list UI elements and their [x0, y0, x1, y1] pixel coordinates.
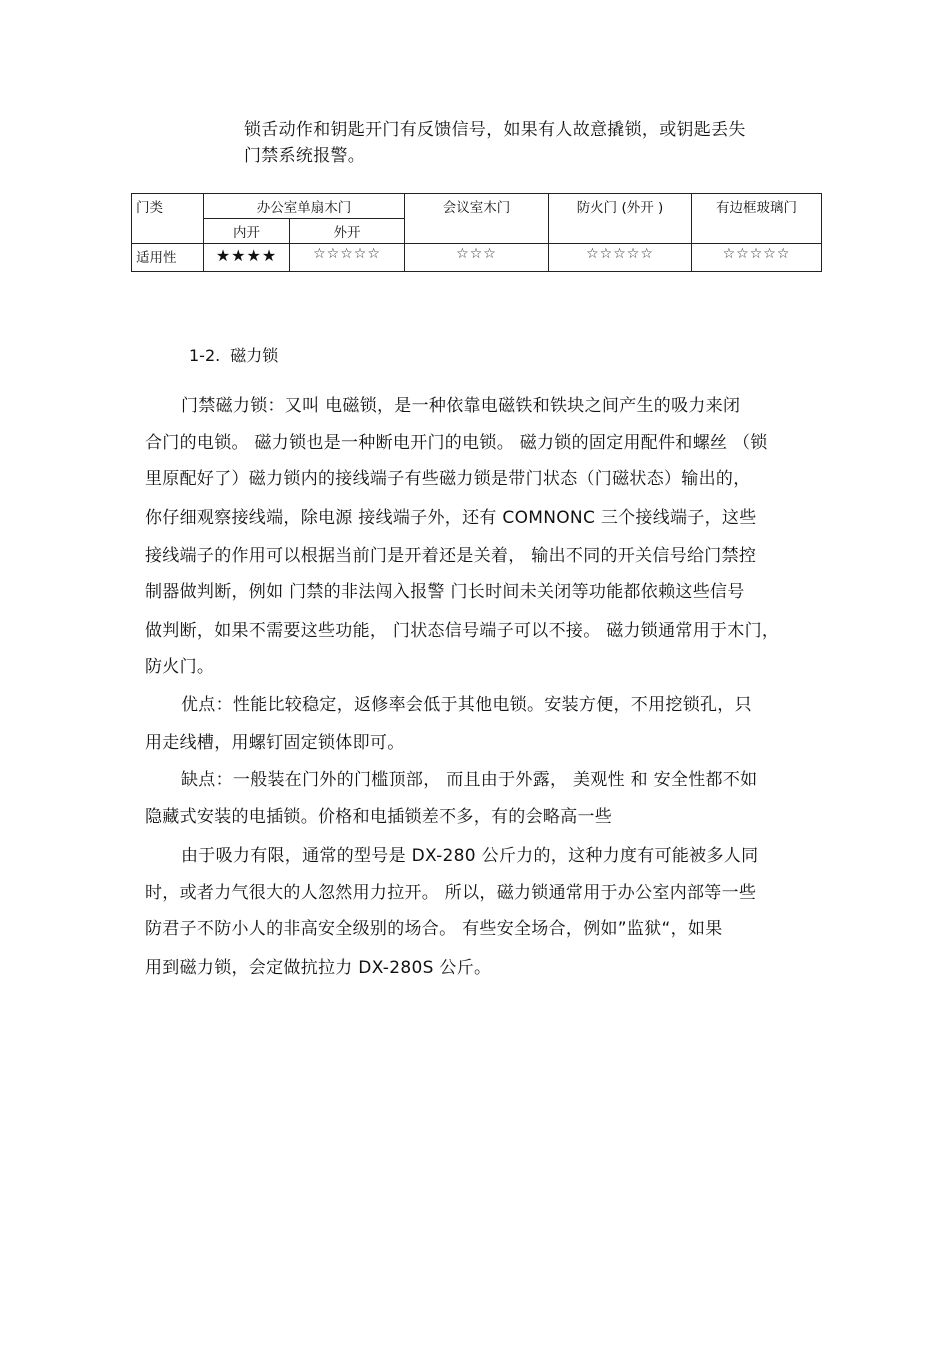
header-meeting-room-door: 会议室木门: [405, 194, 549, 244]
body-line: 由于吸力有限，通常的型号是 DX-280 公斤力的，这种力度有可能被多人同: [181, 846, 759, 866]
rating-outward: ☆☆☆☆☆: [290, 244, 405, 272]
section-heading: [189, 345, 278, 367]
header-fire-door: 防火门 (外开 ): [549, 194, 692, 244]
body-line: 防火门。: [145, 657, 215, 677]
body-line: 制器做判断，例如 门禁的非法闯入报警 门长时间未关闭等功能都依赖这些信号: [145, 582, 745, 602]
intro-line-1: 锁舌动作和钥匙开门有反馈信号，如果有人故意撬锁，或钥匙丢失: [244, 120, 746, 140]
body-line: 优点：性能比较稳定，返修率会低于其他电锁。安装方便，不用挖锁孔，只: [181, 695, 752, 715]
body-line: 合门的电锁。 磁力锁也是一种断电开门的电锁。 磁力锁的固定用配件和螺丝 （锁: [145, 433, 768, 453]
rating-glass-door: ☆☆☆☆☆: [692, 244, 822, 272]
section-title: 磁力锁: [230, 346, 279, 365]
body-line: 门禁磁力锁：又叫 电磁锁，是一种依靠电磁铁和铁块之间产生的吸力来闭: [181, 396, 741, 416]
body-line: 时，或者力气很大的人忽然用力拉开。 所以，磁力锁通常用于办公室内部等一些: [145, 883, 757, 903]
header-framed-glass-door: 有边框玻璃门: [692, 194, 822, 244]
body-line: 防君子不防小人的非高安全级别的场合。 有些安全场合，例如”监狱“，如果: [145, 919, 723, 939]
rating-fire-door: ☆☆☆☆☆: [549, 244, 692, 272]
rating-meeting-room: ☆☆☆: [405, 244, 549, 272]
row-label-suitability: 适用性: [132, 244, 204, 272]
header-door-type: 门类: [132, 194, 204, 244]
body-line: 做判断，如果不需要这些功能， 门状态信号端子可以不接。 磁力锁通常用于木门，: [145, 621, 780, 641]
body-line: 用到磁力锁，会定做抗拉力 DX-280S 公斤。: [145, 958, 492, 978]
table-header-row: [132, 194, 822, 219]
subheader-outward: 外开: [290, 219, 405, 244]
header-office-single-door: 办公室单扇木门: [204, 194, 405, 219]
body-line: 里原配好了）磁力锁内的接线端子有些磁力锁是带门状态（门磁状态）输出的，: [145, 469, 751, 489]
body-line: 接线端子的作用可以根据当前门是开着还是关着， 输出不同的开关信号给门禁控: [145, 546, 757, 566]
section-number: 1-2.: [189, 346, 221, 365]
subheader-inward: 内开: [204, 219, 290, 244]
door-suitability-table: [131, 193, 822, 272]
body-line: 隐藏式安装的电插锁。价格和电插锁差不多，有的会略高一些: [145, 807, 613, 827]
body-line: 你仔细观察接线端，除电源 接线端子外，还有 COMNONC 三个接线端子，这些: [145, 508, 757, 528]
table-row: [132, 244, 822, 272]
intro-line-2: 门禁系统报警。: [244, 146, 366, 166]
body-line: 缺点：一般装在门外的门槛顶部， 而且由于外露， 美观性 和 安全性都不如: [181, 770, 758, 790]
rating-inward: ★★★★: [204, 244, 290, 272]
body-line: 用走线槽，用螺钉固定锁体即可。: [145, 733, 405, 753]
